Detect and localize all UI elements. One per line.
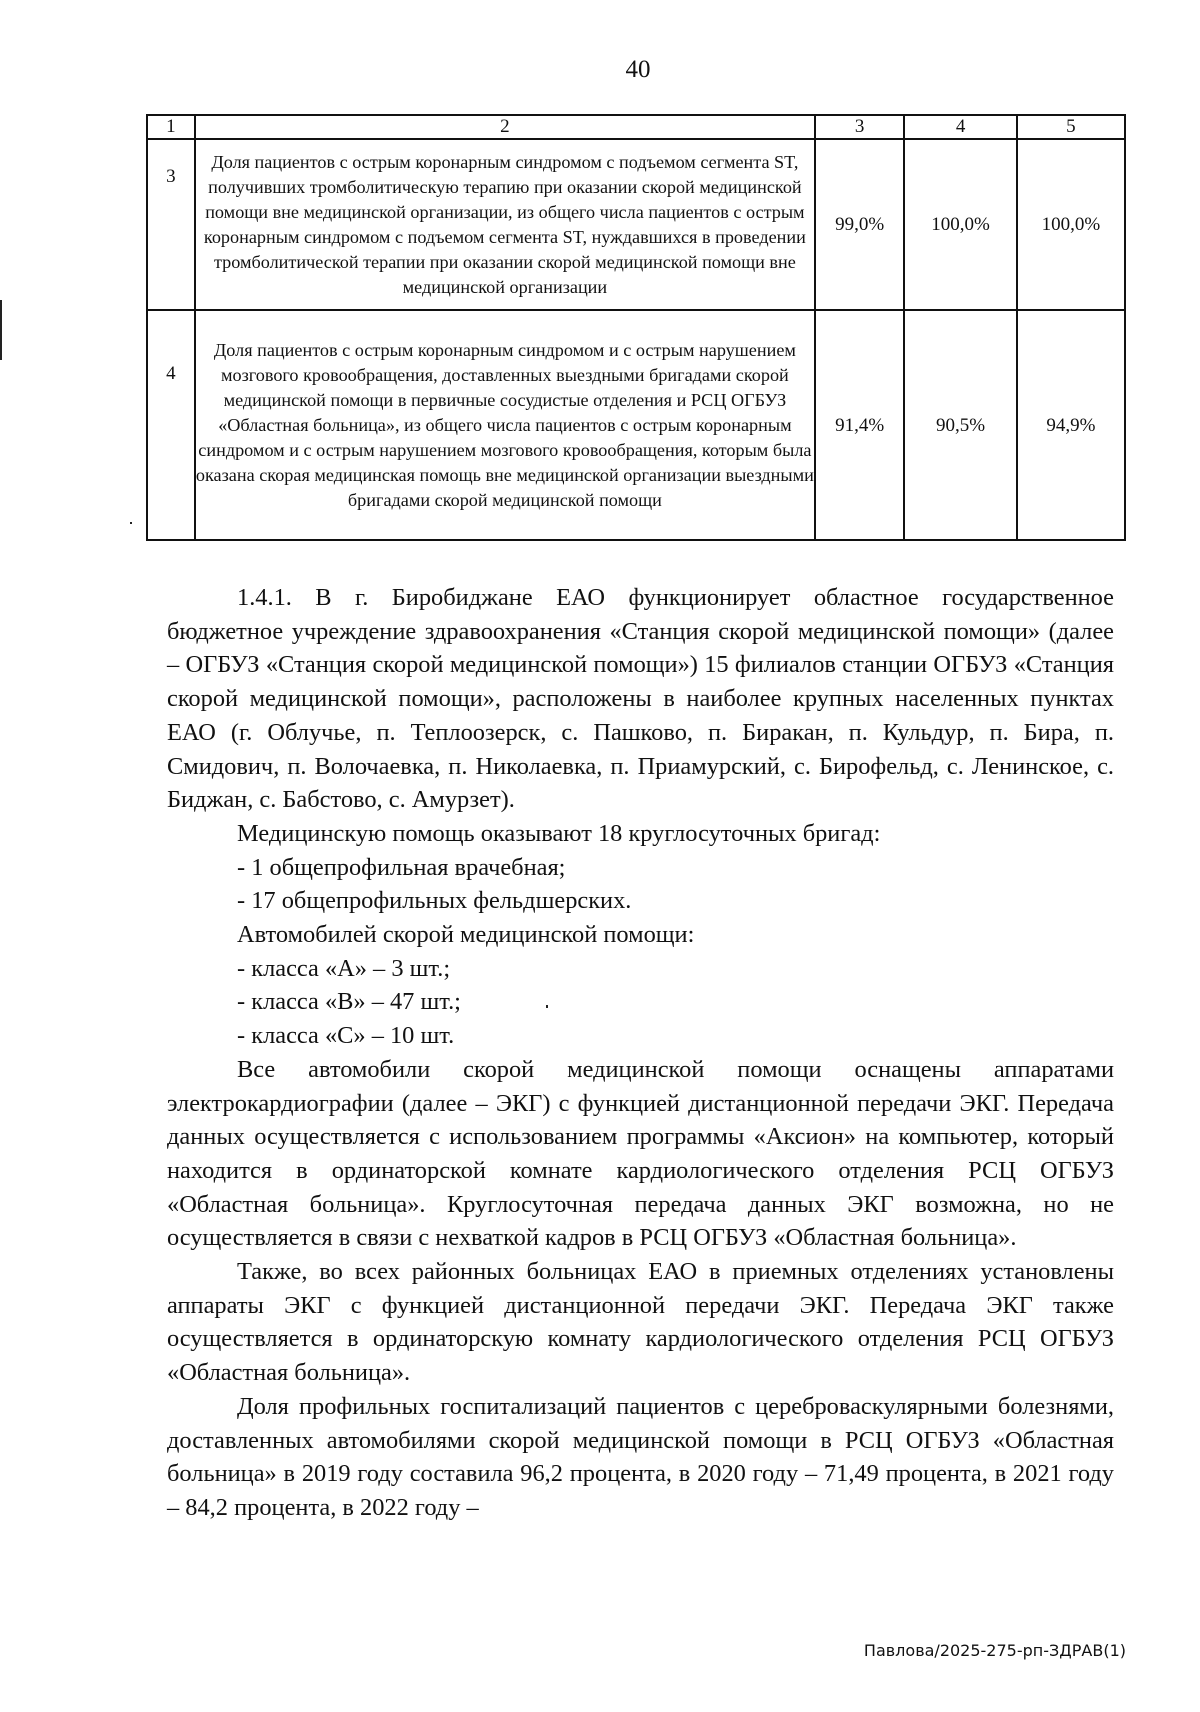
list-item: - 1 общепрофильная врачебная; bbox=[237, 853, 566, 881]
vehicles-intro: Автомобилей скорой медицинской помощи: bbox=[237, 921, 695, 949]
indicator-value: 99,0% bbox=[815, 139, 904, 310]
table-header-cell: 2 bbox=[195, 115, 815, 139]
list-item: - класса «А» – 3 шт.; bbox=[237, 954, 451, 982]
indicator-value: 94,9% bbox=[1017, 310, 1125, 540]
main-text bbox=[167, 581, 1114, 1525]
indicators-table bbox=[146, 114, 1126, 541]
indicator-value: 90,5% bbox=[904, 310, 1016, 540]
table-header-cell: 4 bbox=[904, 115, 1016, 139]
list-item: - класса «С» – 10 шт. bbox=[237, 1022, 455, 1050]
scan-dot-mark bbox=[130, 522, 132, 524]
scan-edge-mark bbox=[0, 300, 2, 360]
indicator-text: Доля пациентов с острым коронарным синдромом с подъемом сегмента ST, получивших тромболитическую терапию при оказании скорой медицинской помощи вне медицинской организации, из общего числа пациентов с острым коронарным синдромом с подъемом сегмента ST, нуждавшихся в проведении тромболитической терапии при оказании скорой медицинской помощи вне медицинской организации bbox=[195, 139, 815, 310]
indicator-value: 100,0% bbox=[904, 139, 1016, 310]
page-number: 40 bbox=[625, 56, 651, 83]
row-number: 4 bbox=[147, 310, 195, 540]
indicator-value: 91,4% bbox=[815, 310, 904, 540]
table-row bbox=[147, 139, 1125, 310]
indicator-value: 100,0% bbox=[1017, 139, 1125, 310]
row-number: 3 bbox=[147, 139, 195, 310]
paragraph: Также, во всех районных больницах ЕАО в приемных отделениях установлены аппараты ЭКГ с функцией дистанционной передачи ЭКГ. Передача ЭКГ также осуществляется в ординаторскую комнату кардиологического отделения РСЦ ОГБУЗ «Областная больница». bbox=[167, 1258, 1114, 1387]
list-item: - 17 общепрофильных фельдшерских. bbox=[237, 887, 632, 915]
paragraph: Все автомобили скорой медицинской помощи оснащены аппаратами электрокардиографии (далее – ЭКГ) с функцией дистанционной передачи ЭКГ. Передача данных осуществляется с использованием программы «Аксион» на компьютер, который находится в ординаторской комнате кардиологического отделения РСЦ ОГБУЗ «Областная больница». Круглосуточная передача данных ЭКГ возможна, но не осуществляется в связи с нехваткой кадров в РСЦ ОГБУЗ «Областная больница». bbox=[167, 1055, 1114, 1252]
document-reference: Павлова/2025-275-рп-ЗДРАВ(1) bbox=[863, 1641, 1126, 1660]
scan-dot-mark bbox=[546, 1005, 548, 1008]
table-header-cell: 3 bbox=[815, 115, 904, 139]
paragraph: Доля профильных госпитализаций пациентов с цереброваскулярными болезнями, доставленных автомобилями скорой медицинской помощи в РСЦ ОГБУЗ «Областная больница» в 2019 году составила 96,2 процента, в 2020 году – 71,49 процента, в 2021 году – 84,2 процента, в 2022 году – bbox=[167, 1392, 1114, 1521]
table-header-cell: 1 bbox=[147, 115, 195, 139]
indicator-text: Доля пациентов с острым коронарным синдромом и с острым нарушением мозгового кровообращения, доставленных выездными бригадами скорой медицинской помощи в первичные сосудистые отделения и РСЦ ОГБУЗ «Областная больница», из общего числа пациентов с острым коронарным синдромом и с острым нарушением мозгового кровообращения, которым была оказана скорая медицинская помощь вне медицинской организации выездными бригадами скорой медицинской помощи bbox=[195, 310, 815, 540]
table-header-cell: 5 bbox=[1017, 115, 1125, 139]
paragraph: 1.4.1. В г. Биробиджане ЕАО функционирует областное государственное бюджетное учреждение здравоохранения «Станция скорой медицинской помощи» (далее – ОГБУЗ «Станция скорой медицинской помощи») 15 филиалов станции ОГБУЗ «Станция скорой медицинской помощи», расположены в наиболее крупных населенных пунктах ЕАО (г. Облучье, п. Теплоозерск, с. Пашково, п. Биракан, п. Кульдур, п. Бира, п. Смидович, п. Волочаевка, п. Николаевка, п. Приамурский, с. Бирофельд, с. Ленинское, с. Биджан, с. Бабстово, с. Амурзет). bbox=[167, 584, 1114, 814]
brigades-intro: Медицинскую помощь оказывают 18 круглосуточных бригад: bbox=[237, 819, 881, 847]
table-row bbox=[147, 310, 1125, 540]
table-header-row bbox=[147, 115, 1125, 139]
list-item: - класса «В» – 47 шт.; bbox=[237, 988, 461, 1016]
